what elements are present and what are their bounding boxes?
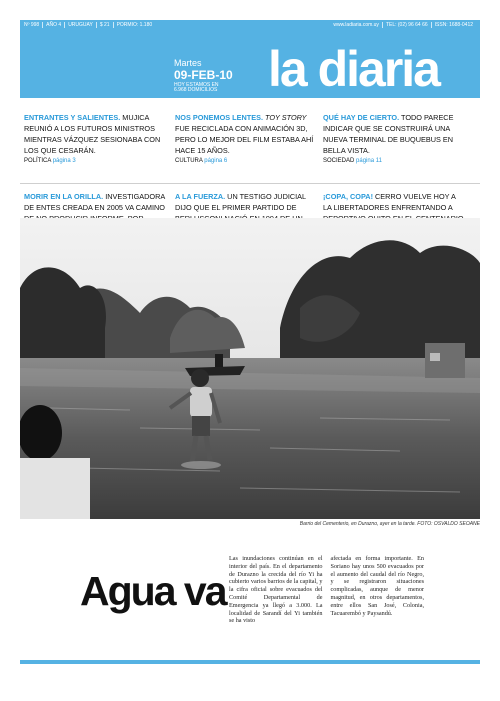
contact-info — [333, 22, 476, 28]
phone: TEL: (02) 96 64 66 — [386, 22, 432, 28]
brief-section: SOCIEDAD — [323, 158, 355, 164]
website-link[interactable]: www.ladiaria.com.uy — [333, 22, 383, 28]
brief-text: MUJICA REUNIÓ A LOS FUTUROS MINISTROS MIENTRAS VÁZQUEZ SESIONABA CON LOS QUE CESARÁN. — [24, 113, 161, 155]
brief-headline: MORIR EN LA ORILLA. — [24, 192, 104, 201]
brief-page: página 11 — [356, 158, 382, 164]
main-story-body — [229, 555, 424, 625]
brief-page: página 6 — [204, 158, 228, 164]
masthead-bar — [20, 20, 480, 98]
brief-section: CULTURA — [175, 158, 203, 164]
brief-section: POLÍTICA — [24, 158, 52, 164]
top-info-line — [20, 20, 480, 29]
issue-date: 09-FEB-10 — [174, 68, 233, 82]
date-block — [174, 59, 233, 93]
flood-photo-image — [20, 218, 480, 519]
issn: ISSN: 1688-0412 — [434, 21, 473, 28]
story-text: afectada en forma importante. En Soriano hay unos 500 evacuados por el aumento del caudal del río Negro, y se registraron situaciones complicadas, aunque de menor magnitud, en otros departamentos, entre ellos San José, Colonia, Tacuarembó y Paysandú. — [330, 555, 424, 617]
photo-caption: Barrio del Cementerio, en Durazno, ayer en la tarde. FOTO: OSVALDO SEOANE — [299, 521, 480, 527]
brief-text: UN TESTIGO JUDICIAL DIJO QUE EL PRIMER PARTIDO DE — [175, 192, 306, 212]
issue-info — [24, 22, 155, 28]
issue-country: URUGUAY — [68, 22, 97, 28]
brief-page: página 3 — [52, 158, 76, 164]
brief-italic: TOY STORY — [262, 113, 307, 122]
circulation-line2: 6.968 DOMICILIOS — [174, 87, 218, 93]
brief-headline: ENTRANTES Y SALIENTES. — [24, 113, 121, 122]
brief-headline: ¡COPA, COPA! — [323, 192, 373, 201]
brief-text: CERRO VUELVE HOY A LA LIBERTADORES ENFRENTANDO A — [323, 192, 456, 212]
brief-headline: NOS PONEMOS LENTES. — [175, 113, 263, 122]
issue-year: AÑO 4 — [46, 22, 65, 28]
bottom-accent-bar — [20, 660, 480, 664]
issue-number: Nº 998 — [24, 22, 43, 28]
brief-text: INVESTIGADORA DE ENTES CREADA EN 2005 VA CAMINO — [24, 192, 165, 212]
newspaper-logo: la diaria — [268, 41, 439, 97]
brief-text: TODO PARECE INDICAR QUE SE CONSTRUIRÁ UNA NUEVA TERMINAL DE BUQUEBUS EN BELLA VISTA. — [323, 113, 454, 155]
story-column-2 — [331, 555, 425, 625]
brief-text: FUE RECICLADA CON ANIMACIÓN 3D, PERO LO MEJOR DEL FILM ESTABA AHÍ HACE 15 AÑOS. — [175, 124, 314, 155]
main-headline[interactable]: Agua va — [80, 568, 226, 614]
brief-headline: QUÉ HAY DE CIERTO. — [323, 113, 400, 122]
issue-price: $ 21 — [100, 22, 114, 28]
story-column-1 — [229, 555, 323, 625]
divider — [20, 183, 480, 184]
story-text: Las inundaciones continúan en el interior del país. En el departamento de Durazno la crecida del río Yi ha cubierto varios barrios de la capital, y la cifra oficial sobre evacuados del Comité Departamental de Emergencia ya llegó a 3.000. La localidad de Sarandí del Yi también se ha visto — [229, 555, 323, 625]
brief-item[interactable] — [323, 112, 465, 164]
brief-item[interactable] — [175, 112, 317, 164]
brief-item[interactable] — [24, 112, 166, 164]
circulation-line1: HOY ESTAMOS EN — [174, 82, 219, 88]
issue-extra: PORMIO: 1.180 — [116, 21, 153, 28]
front-page — [20, 20, 480, 668]
flood-photo[interactable] — [20, 218, 480, 519]
weekday: Martes — [174, 58, 202, 68]
brief-headline: A LA FUERZA. — [175, 192, 226, 201]
